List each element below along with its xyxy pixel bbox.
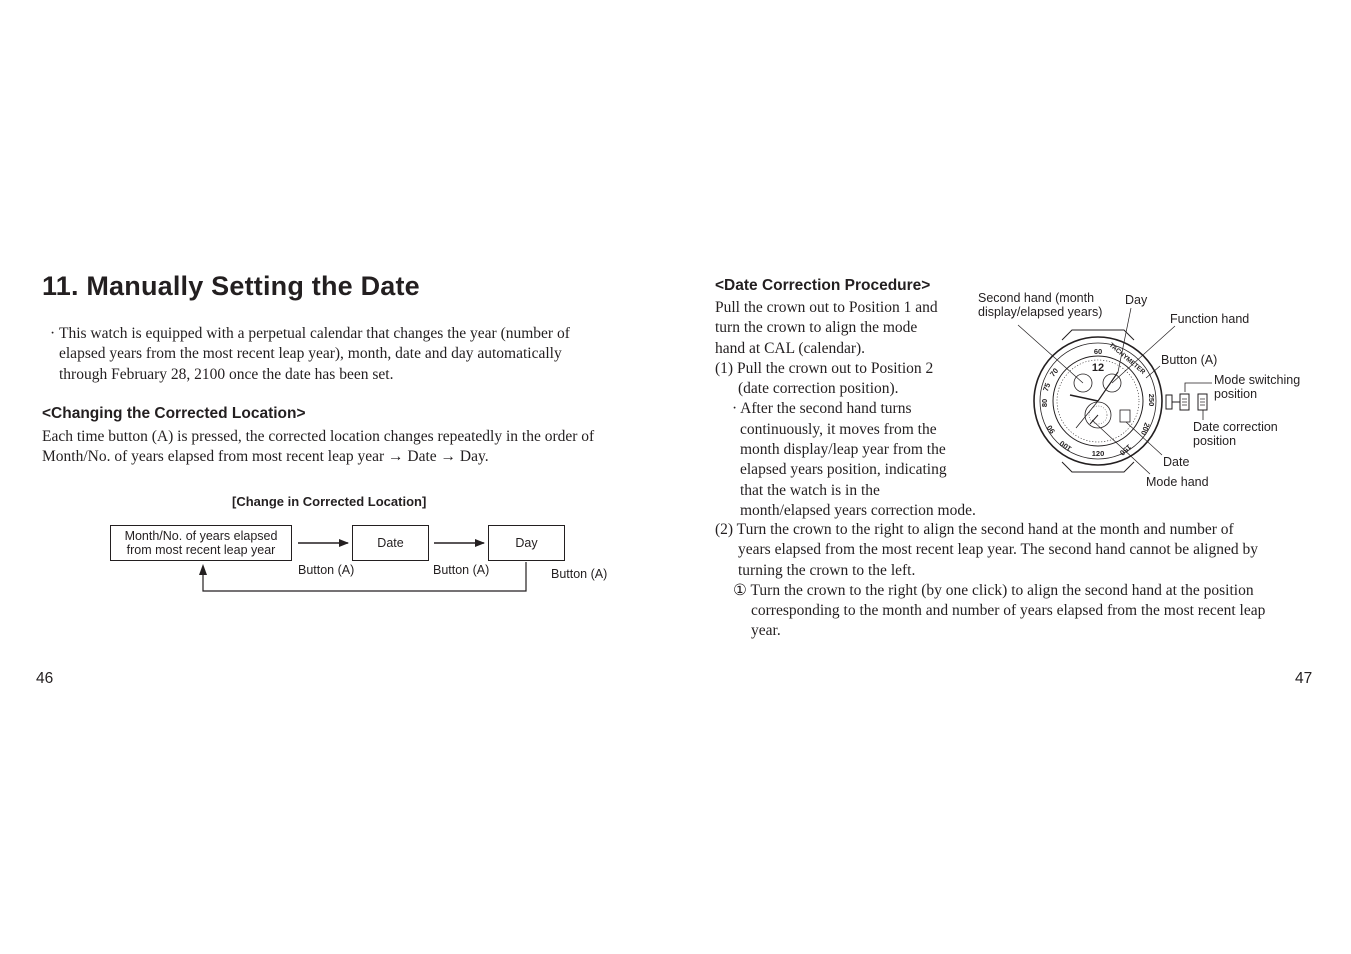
label-line: Mode switching [1214,373,1301,387]
bezel-number: 75 [1040,381,1053,393]
diagram-title: [Change in Corrected Location] [232,494,427,509]
text-line: (date correction position). [738,380,899,398]
text-line: month display/leap year from the [740,441,946,459]
button-a-label-1: Button (A) [298,563,355,577]
text-line: year. [751,622,781,640]
button-a-label-3: Button (A) [551,567,608,581]
label-function-hand: Function hand [1170,312,1250,326]
section-line: Month/No. of years elapsed from most recent leap year → Date → Day. [42,448,489,466]
page-number-right: 47 [1295,670,1313,687]
bezel-number: 150 [1117,442,1134,458]
text-line: years elapsed from the most recent leap year. The second hand cannot be aligned by [738,541,1259,559]
dial-twelve: 12 [1091,362,1105,374]
label-line: display/elapsed years) [978,305,1103,319]
box-line: Month/No. of years elapsed [124,529,278,543]
bezel-number: 100 [1057,438,1074,454]
box-label: Day [515,536,538,550]
text-line: corresponding to the month and number of years elapsed from the most recent leap [751,602,1266,620]
label-line: position [1193,434,1237,448]
text-line: · After the second hand turns [732,400,912,418]
text-line: that the watch is in the [740,481,880,499]
text-line: turning the crown to the left. [738,561,916,579]
text-line: ① Turn the crown to the right (by one click) to align the second hand at the position [733,581,1254,599]
intro-line: elapsed years from the most recent leap year), month, date and day automatically [59,345,562,363]
bezel-number: 80 [1040,398,1049,408]
label-second-hand [978,291,1102,319]
bezel-number: 120 [1091,449,1105,458]
bezel-word: TACHYMETER [1107,341,1147,376]
button-a-label-2: Button (A) [433,563,490,577]
label-line: Date correction [1193,420,1278,434]
bezel-number: 60 [1093,347,1103,356]
bezel-number: 90 [1044,423,1058,436]
text-line: month/elapsed years correction mode. [740,501,976,519]
procedure-heading: <Date Correction Procedure> [715,277,931,294]
section-line: Each time button (A) is pressed, the corrected location changes repeatedly in the order of [42,428,595,445]
intro-line: through February 28, 2100 once the date has been set. [59,365,394,383]
label-line: position [1214,387,1258,401]
intro-line: This watch is equipped with a perpetual calendar that changes the year (number of [59,325,570,342]
bezel-number: 200 [1138,421,1152,437]
label-button-a: Button (A) [1161,353,1218,367]
label-date: Date [1163,455,1190,469]
label-day: Day [1125,293,1148,307]
text-line: (2) Turn the crown to the right to align the second hand at the month and number of [715,521,1234,538]
page-number-left: 46 [36,670,54,687]
label-mode-hand: Mode hand [1146,475,1209,489]
section-heading: <Changing the Corrected Location> [42,405,306,422]
box-line: from most recent leap year [126,543,276,557]
text-line: hand at CAL (calendar). [715,339,866,357]
page-title: 11. Manually Setting the Date [42,271,420,301]
text-line: elapsed years position, indicating [740,461,947,479]
bezel-number: 70 [1047,366,1061,379]
text-line: continuously, it moves from the [740,420,937,438]
text-line: Pull the crown out to Position 1 and [715,299,938,316]
box-label: Date [377,536,404,550]
label-line: Second hand (month [978,291,1095,305]
text-line: (1) Pull the crown out to Position 2 [715,359,934,377]
intro-bullet: · [50,325,56,342]
bezel-number: 250 [1147,393,1156,407]
text-line: turn the crown to align the mode [715,319,918,337]
label-date-correction [1193,420,1278,448]
label-mode-switching [1214,373,1300,401]
